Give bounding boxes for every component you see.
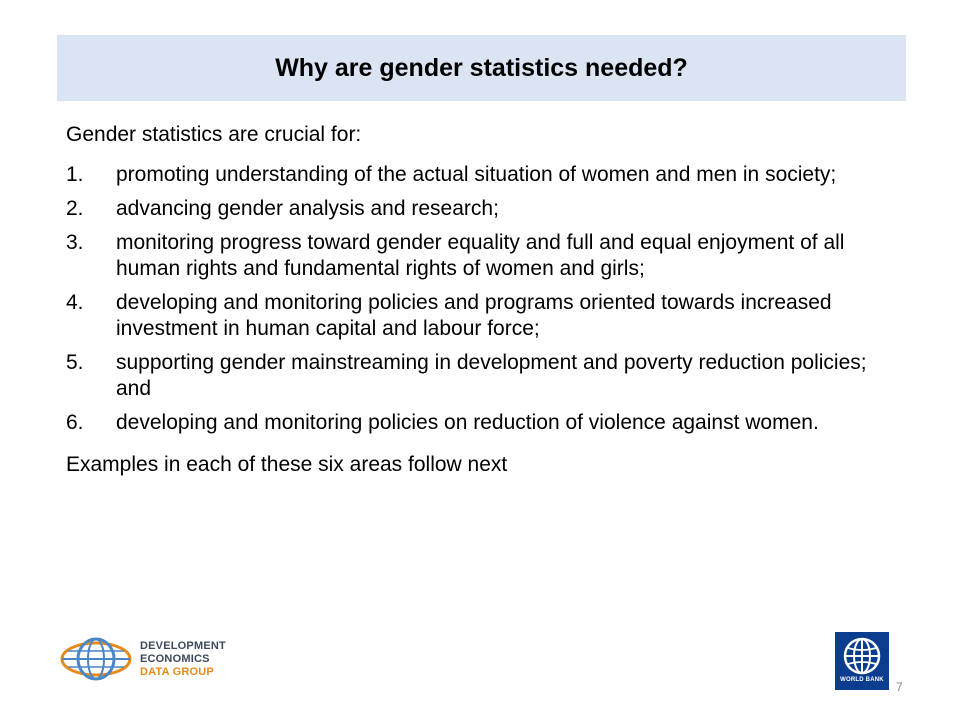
list-item — [66, 162, 906, 188]
list-item-number: 6. — [66, 411, 84, 434]
world-bank-label: WORLD BANK — [840, 677, 884, 683]
list-item — [66, 290, 906, 342]
deg-logo-line1: DEVELOPMENT ECONOMICS — [140, 639, 226, 665]
list-item-number: 5. — [66, 351, 84, 374]
deg-logo — [58, 632, 268, 686]
list-item-text: monitoring progress toward gender equality and full and equal enjoyment of all human rights and fundamental rights of women and girls; — [116, 231, 845, 280]
list-item-number: 3. — [66, 231, 84, 254]
list-item-text: advancing gender analysis and research; — [116, 197, 499, 220]
list-item-text: promoting understanding of the actual situation of women and men in society; — [116, 163, 837, 186]
title-bar — [57, 35, 906, 101]
list-item-number: 1. — [66, 163, 84, 186]
list-item — [66, 230, 906, 282]
reasons-list — [66, 162, 906, 436]
globe-icon — [842, 636, 882, 676]
list-item-text: developing and monitoring policies and programs oriented towards increased investment in human capital and labour force; — [116, 291, 832, 340]
world-bank-logo — [835, 632, 889, 690]
intro-text: Gender statistics are crucial for: — [66, 123, 362, 146]
list-item — [66, 350, 906, 402]
list-item — [66, 410, 906, 436]
outro-text: Examples in each of these six areas follow next — [66, 453, 508, 476]
slide-title: Why are gender statistics needed? — [275, 53, 688, 82]
globe-rings-icon — [58, 634, 134, 684]
deg-logo-text — [140, 640, 268, 679]
page-number: 7 — [896, 680, 903, 694]
list-item-number: 2. — [66, 197, 84, 220]
list-item-text: developing and monitoring policies on reduction of violence against women. — [116, 411, 819, 434]
list-item-number: 4. — [66, 291, 84, 314]
list-item — [66, 196, 906, 222]
list-item-text: supporting gender mainstreaming in development and poverty reduction policies; and — [116, 351, 867, 400]
slide-content — [66, 122, 906, 478]
deg-logo-line2: DATA GROUP — [140, 665, 214, 678]
